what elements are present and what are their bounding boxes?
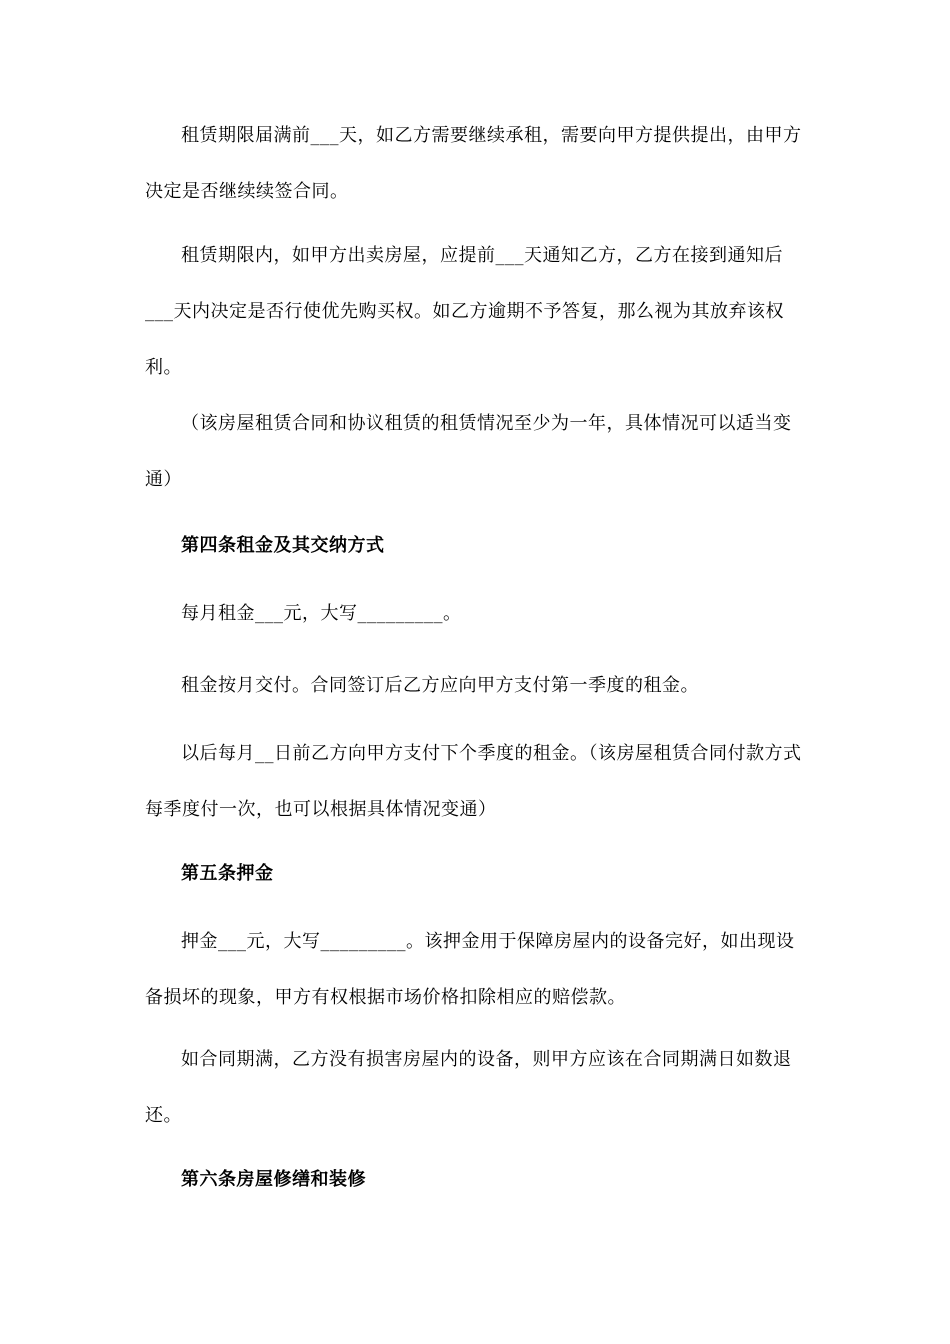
paragraph-rent-payment: 租金按月交付。合同签订后乙方应向甲方支付第一季度的租金。 [181, 675, 699, 696]
paragraph-lease-term-note: （该房屋租赁合同和协议租赁的租赁情况至少为一年，具体情况可以适当变通） [145, 413, 792, 490]
paragraph-priority-purchase: 租赁期限内，如甲方出卖房屋，应提前___天通知乙方，乙方在接到通知后___天内决定是否行使优先购买权。如乙方逾期不予答复，那么视为其放弃该权利。 [145, 245, 784, 378]
paragraph-quarterly-payment: 以后每月__日前乙方向甲方支付下个季度的租金。（该房屋租赁合同付款方式每季度付一次，也可以根据具体情况变通） [145, 743, 802, 820]
heading-article-5: 第五条押金 [181, 863, 274, 884]
heading-article-4: 第四条租金及其交纳方式 [181, 535, 385, 556]
paragraph-deposit: 押金___元，大写_________。该押金用于保障房屋内的设备完好，如出现设备损坏的现象，甲方有权根据市场价格扣除相应的赔偿款。 [145, 931, 795, 1008]
paragraph-lease-renewal: 租赁期限届满前___天，如乙方需要继续承租，需要向甲方提供提出，由甲方决定是否继续续签合同。 [145, 125, 802, 202]
paragraph-deposit-refund: 如合同期满，乙方没有损害房屋内的设备，则甲方应该在合同期满日如数退还。 [145, 1049, 792, 1126]
heading-article-6: 第六条房屋修缮和装修 [181, 1169, 366, 1190]
paragraph-monthly-rent: 每月租金___元，大写_________。 [181, 603, 462, 624]
